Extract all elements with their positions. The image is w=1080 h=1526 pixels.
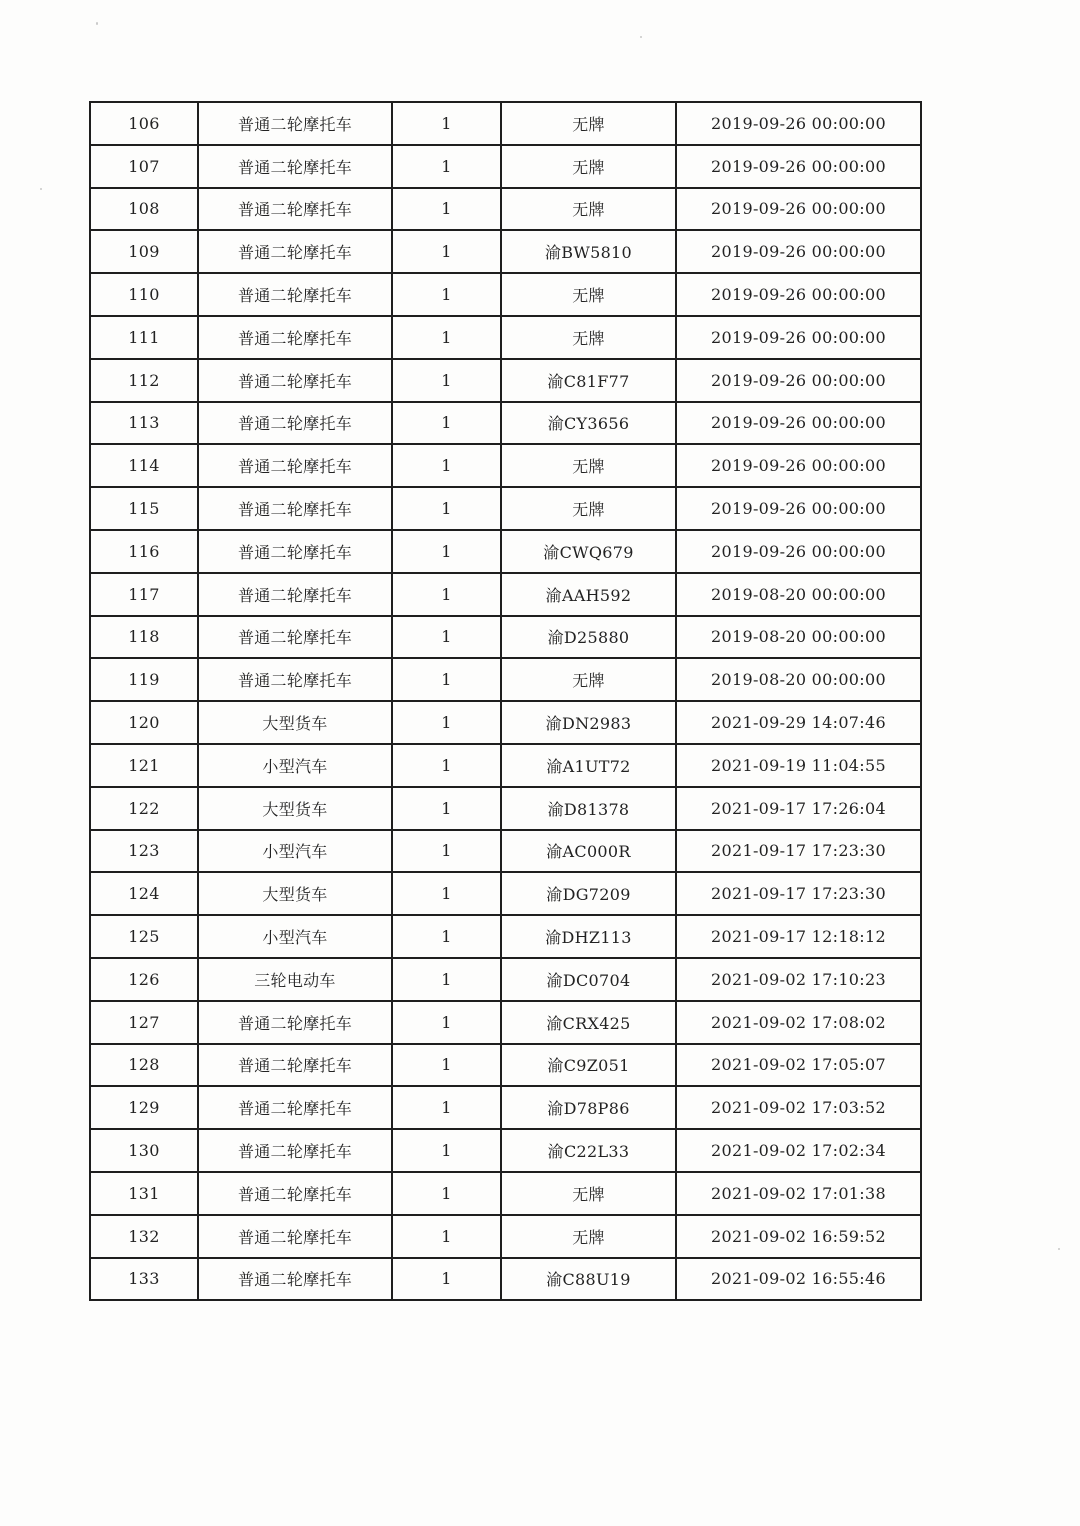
quantity-cell: 1 — [392, 573, 501, 616]
scan-speck — [1058, 1248, 1060, 1250]
vehicle-type-cell: 大型货车 — [198, 701, 392, 744]
plate-number-cell: 无牌 — [501, 658, 676, 701]
plate-number-cell: 渝DC0704 — [501, 958, 676, 1001]
row-number-cell: 125 — [90, 915, 198, 958]
row-number-cell: 130 — [90, 1129, 198, 1172]
table-row — [90, 744, 921, 787]
timestamp-cell: 2019-09-26 00:00:00 — [676, 145, 921, 188]
vehicle-type-cell: 普通二轮摩托车 — [198, 102, 392, 145]
table-row — [90, 102, 921, 145]
table-row — [90, 1258, 921, 1301]
vehicle-type-cell: 普通二轮摩托车 — [198, 530, 392, 573]
plate-number-cell: 无牌 — [501, 444, 676, 487]
row-number-cell: 129 — [90, 1086, 198, 1129]
vehicle-type-cell: 普通二轮摩托车 — [198, 359, 392, 402]
plate-number-cell: 渝CRX425 — [501, 1001, 676, 1044]
row-number-cell: 111 — [90, 316, 198, 359]
timestamp-cell: 2021-09-17 17:26:04 — [676, 787, 921, 830]
row-number-cell: 106 — [90, 102, 198, 145]
row-number-cell: 127 — [90, 1001, 198, 1044]
table-row — [90, 402, 921, 445]
table-row — [90, 958, 921, 1001]
plate-number-cell: 渝D81378 — [501, 787, 676, 830]
table-row — [90, 872, 921, 915]
plate-number-cell: 渝DHZ113 — [501, 915, 676, 958]
plate-number-cell: 无牌 — [501, 188, 676, 231]
plate-number-cell: 渝C22L33 — [501, 1129, 676, 1172]
table-row — [90, 145, 921, 188]
table-row — [90, 1172, 921, 1215]
row-number-cell: 122 — [90, 787, 198, 830]
table-row — [90, 1044, 921, 1087]
row-number-cell: 124 — [90, 872, 198, 915]
timestamp-cell: 2019-09-26 00:00:00 — [676, 402, 921, 445]
timestamp-cell: 2021-09-02 17:05:07 — [676, 1044, 921, 1087]
vehicle-type-cell: 普通二轮摩托车 — [198, 444, 392, 487]
vehicle-type-cell: 普通二轮摩托车 — [198, 145, 392, 188]
quantity-cell: 1 — [392, 188, 501, 231]
quantity-cell: 1 — [392, 744, 501, 787]
timestamp-cell: 2021-09-17 17:23:30 — [676, 872, 921, 915]
timestamp-cell: 2021-09-02 16:55:46 — [676, 1258, 921, 1301]
vehicle-type-cell: 大型货车 — [198, 872, 392, 915]
scan-speck — [96, 22, 98, 25]
row-number-cell: 110 — [90, 273, 198, 316]
table-row — [90, 359, 921, 402]
table-row — [90, 1086, 921, 1129]
quantity-cell: 1 — [392, 1129, 501, 1172]
plate-number-cell: 渝AC000R — [501, 830, 676, 873]
timestamp-cell: 2019-09-26 00:00:00 — [676, 487, 921, 530]
table-row — [90, 273, 921, 316]
vehicle-type-cell: 普通二轮摩托车 — [198, 573, 392, 616]
vehicle-type-cell: 普通二轮摩托车 — [198, 616, 392, 659]
row-number-cell: 121 — [90, 744, 198, 787]
row-number-cell: 108 — [90, 188, 198, 231]
plate-number-cell: 无牌 — [501, 145, 676, 188]
plate-number-cell: 无牌 — [501, 1215, 676, 1258]
vehicle-type-cell: 普通二轮摩托车 — [198, 188, 392, 231]
timestamp-cell: 2021-09-02 17:03:52 — [676, 1086, 921, 1129]
vehicle-type-cell: 小型汽车 — [198, 915, 392, 958]
scan-speck — [40, 188, 42, 190]
vehicle-type-cell: 小型汽车 — [198, 830, 392, 873]
vehicle-type-cell: 普通二轮摩托车 — [198, 658, 392, 701]
quantity-cell: 1 — [392, 1044, 501, 1087]
quantity-cell: 1 — [392, 872, 501, 915]
quantity-cell: 1 — [392, 487, 501, 530]
row-number-cell: 112 — [90, 359, 198, 402]
quantity-cell: 1 — [392, 145, 501, 188]
table-row — [90, 658, 921, 701]
table-row — [90, 1001, 921, 1044]
row-number-cell: 119 — [90, 658, 198, 701]
timestamp-cell: 2019-09-26 00:00:00 — [676, 359, 921, 402]
timestamp-cell: 2019-08-20 00:00:00 — [676, 658, 921, 701]
quantity-cell: 1 — [392, 915, 501, 958]
row-number-cell: 120 — [90, 701, 198, 744]
table-row — [90, 573, 921, 616]
vehicle-type-cell: 大型货车 — [198, 787, 392, 830]
vehicle-type-cell: 普通二轮摩托车 — [198, 1044, 392, 1087]
table-row — [90, 1129, 921, 1172]
plate-number-cell: 无牌 — [501, 1172, 676, 1215]
plate-number-cell: 无牌 — [501, 273, 676, 316]
plate-number-cell: 渝A1UT72 — [501, 744, 676, 787]
row-number-cell: 133 — [90, 1258, 198, 1301]
table-row — [90, 444, 921, 487]
timestamp-cell: 2019-09-26 00:00:00 — [676, 530, 921, 573]
quantity-cell: 1 — [392, 530, 501, 573]
timestamp-cell: 2019-08-20 00:00:00 — [676, 616, 921, 659]
vehicle-type-cell: 普通二轮摩托车 — [198, 273, 392, 316]
vehicle-type-cell: 普通二轮摩托车 — [198, 1215, 392, 1258]
quantity-cell: 1 — [392, 958, 501, 1001]
timestamp-cell: 2021-09-17 12:18:12 — [676, 915, 921, 958]
quantity-cell: 1 — [392, 273, 501, 316]
timestamp-cell: 2019-09-26 00:00:00 — [676, 188, 921, 231]
timestamp-cell: 2021-09-02 17:01:38 — [676, 1172, 921, 1215]
timestamp-cell: 2021-09-02 17:08:02 — [676, 1001, 921, 1044]
plate-number-cell: 渝C81F77 — [501, 359, 676, 402]
plate-number-cell: 渝D78P86 — [501, 1086, 676, 1129]
plate-number-cell: 渝DN2983 — [501, 701, 676, 744]
table-row — [90, 830, 921, 873]
table-row — [90, 701, 921, 744]
vehicle-records-table — [89, 101, 922, 1301]
timestamp-cell: 2021-09-02 17:02:34 — [676, 1129, 921, 1172]
row-number-cell: 113 — [90, 402, 198, 445]
table-row — [90, 487, 921, 530]
timestamp-cell: 2019-08-20 00:00:00 — [676, 573, 921, 616]
timestamp-cell: 2021-09-19 11:04:55 — [676, 744, 921, 787]
row-number-cell: 132 — [90, 1215, 198, 1258]
table-row — [90, 915, 921, 958]
plate-number-cell: 渝C88U19 — [501, 1258, 676, 1301]
timestamp-cell: 2019-09-26 00:00:00 — [676, 444, 921, 487]
quantity-cell: 1 — [392, 616, 501, 659]
vehicle-type-cell: 普通二轮摩托车 — [198, 1086, 392, 1129]
plate-number-cell: 渝CY3656 — [501, 402, 676, 445]
vehicle-type-cell: 普通二轮摩托车 — [198, 316, 392, 359]
plate-number-cell: 无牌 — [501, 102, 676, 145]
table-row — [90, 787, 921, 830]
table-row — [90, 530, 921, 573]
quantity-cell: 1 — [392, 1086, 501, 1129]
plate-number-cell: 无牌 — [501, 487, 676, 530]
quantity-cell: 1 — [392, 316, 501, 359]
row-number-cell: 107 — [90, 145, 198, 188]
row-number-cell: 114 — [90, 444, 198, 487]
row-number-cell: 123 — [90, 830, 198, 873]
table-row — [90, 230, 921, 273]
vehicle-type-cell: 普通二轮摩托车 — [198, 230, 392, 273]
vehicle-type-cell: 三轮电动车 — [198, 958, 392, 1001]
quantity-cell: 1 — [392, 701, 501, 744]
records-body — [90, 102, 921, 1300]
table-row — [90, 188, 921, 231]
row-number-cell: 115 — [90, 487, 198, 530]
quantity-cell: 1 — [392, 1001, 501, 1044]
plate-number-cell: 渝BW5810 — [501, 230, 676, 273]
timestamp-cell: 2019-09-26 00:00:00 — [676, 230, 921, 273]
vehicle-type-cell: 小型汽车 — [198, 744, 392, 787]
plate-number-cell: 渝CWQ679 — [501, 530, 676, 573]
quantity-cell: 1 — [392, 830, 501, 873]
timestamp-cell: 2021-09-17 17:23:30 — [676, 830, 921, 873]
plate-number-cell: 无牌 — [501, 316, 676, 359]
scan-speck — [640, 36, 642, 38]
table-row — [90, 316, 921, 359]
row-number-cell: 109 — [90, 230, 198, 273]
plate-number-cell: 渝DG7209 — [501, 872, 676, 915]
quantity-cell: 1 — [392, 658, 501, 701]
plate-number-cell: 渝C9Z051 — [501, 1044, 676, 1087]
plate-number-cell: 渝AAH592 — [501, 573, 676, 616]
quantity-cell: 1 — [392, 1258, 501, 1301]
quantity-cell: 1 — [392, 102, 501, 145]
quantity-cell: 1 — [392, 787, 501, 830]
vehicle-type-cell: 普通二轮摩托车 — [198, 1129, 392, 1172]
timestamp-cell: 2019-09-26 00:00:00 — [676, 273, 921, 316]
vehicle-type-cell: 普通二轮摩托车 — [198, 1001, 392, 1044]
quantity-cell: 1 — [392, 402, 501, 445]
row-number-cell: 131 — [90, 1172, 198, 1215]
timestamp-cell: 2019-09-26 00:00:00 — [676, 316, 921, 359]
quantity-cell: 1 — [392, 1215, 501, 1258]
row-number-cell: 118 — [90, 616, 198, 659]
timestamp-cell: 2021-09-29 14:07:46 — [676, 701, 921, 744]
timestamp-cell: 2021-09-02 17:10:23 — [676, 958, 921, 1001]
row-number-cell: 128 — [90, 1044, 198, 1087]
row-number-cell: 126 — [90, 958, 198, 1001]
row-number-cell: 117 — [90, 573, 198, 616]
quantity-cell: 1 — [392, 1172, 501, 1215]
vehicle-type-cell: 普通二轮摩托车 — [198, 1258, 392, 1301]
vehicle-type-cell: 普通二轮摩托车 — [198, 487, 392, 530]
plate-number-cell: 渝D25880 — [501, 616, 676, 659]
timestamp-cell: 2021-09-02 16:59:52 — [676, 1215, 921, 1258]
quantity-cell: 1 — [392, 359, 501, 402]
table-row — [90, 1215, 921, 1258]
quantity-cell: 1 — [392, 444, 501, 487]
table-row — [90, 616, 921, 659]
row-number-cell: 116 — [90, 530, 198, 573]
timestamp-cell: 2019-09-26 00:00:00 — [676, 102, 921, 145]
quantity-cell: 1 — [392, 230, 501, 273]
vehicle-type-cell: 普通二轮摩托车 — [198, 1172, 392, 1215]
vehicle-type-cell: 普通二轮摩托车 — [198, 402, 392, 445]
